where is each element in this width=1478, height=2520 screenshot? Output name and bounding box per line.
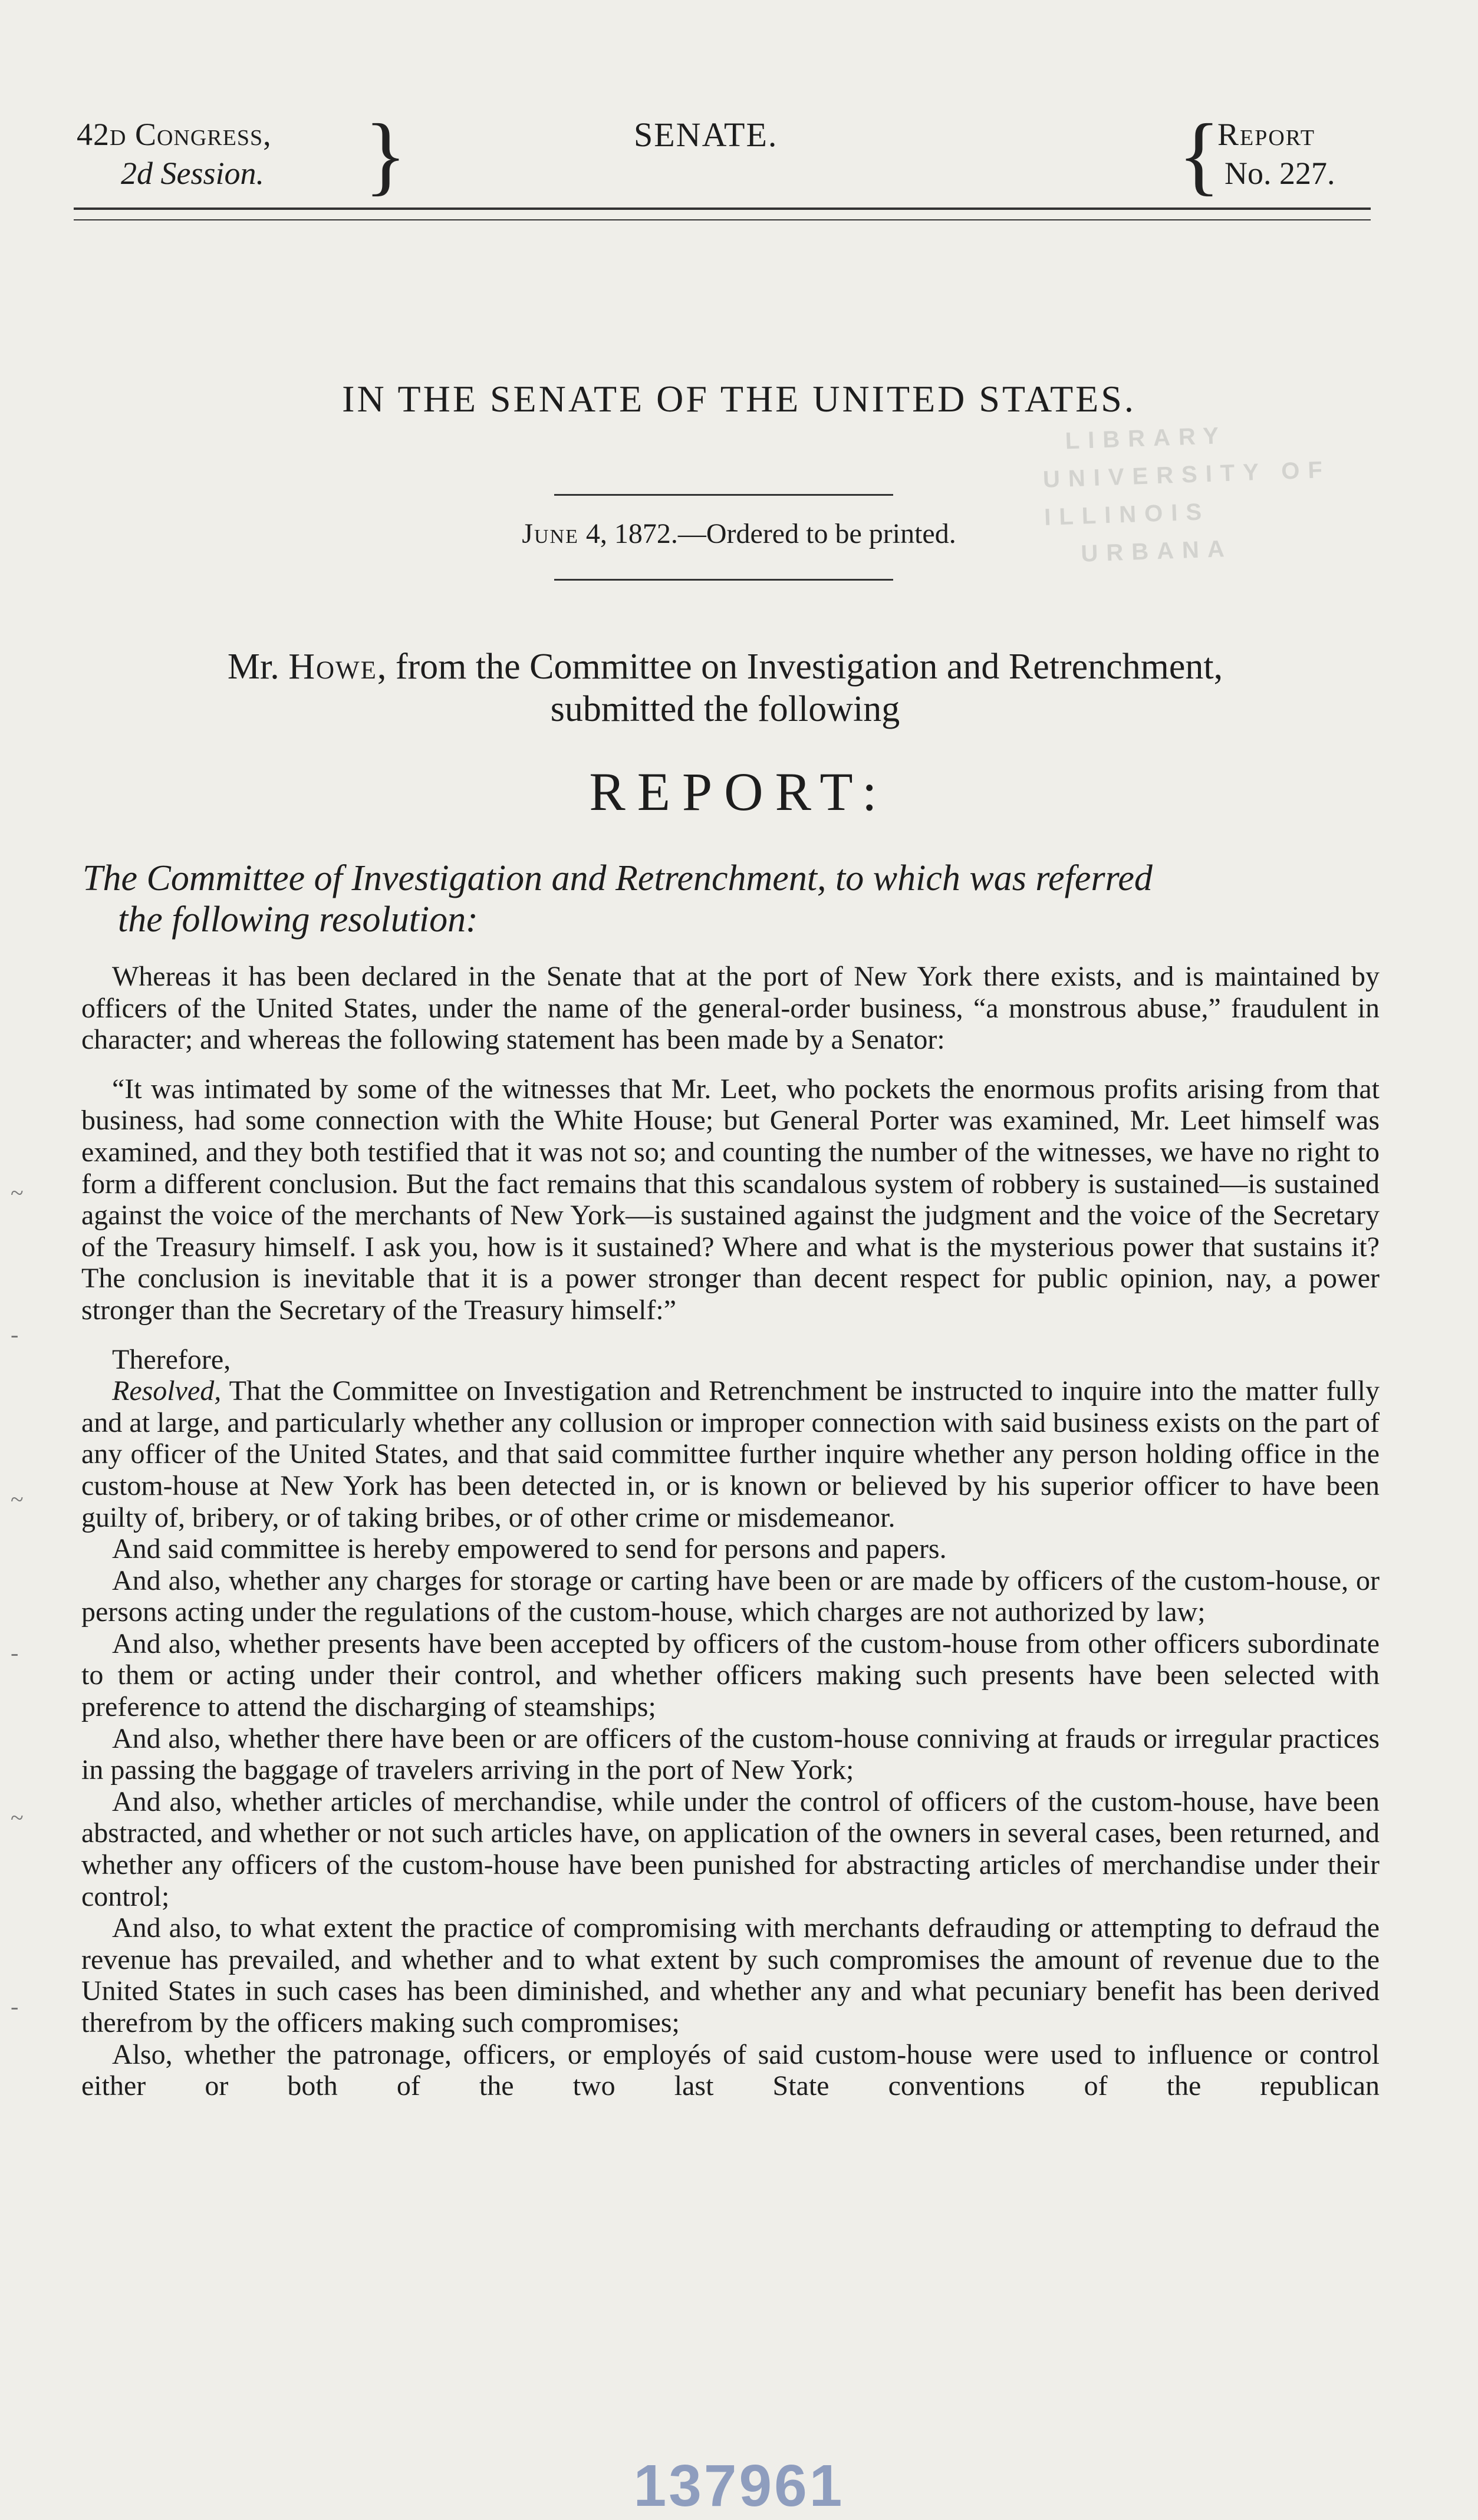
scan-mark: ~ [11,1804,24,1831]
resolution-body [81,961,1380,2102]
paragraph-resolved [81,1375,1380,1533]
intro-line-2: submitted the following [550,689,900,729]
paragraph-whereas: Whereas it has been declared in the Senate that at the port of New York there exists, and is maintained by officers of the United States, under the name of the general-order business, “a monstrous abuse,” fraudulent in character; and whereas the following statement has been made by a Senator: [81,961,1380,1056]
referral-statement [83,858,1380,940]
divider-rule [554,494,893,496]
right-brace: { [1178,106,1220,204]
dateline-month: June [522,518,579,549]
report-number: No. 227. [1224,156,1335,191]
referral-line-2: the following resolution: [118,900,478,940]
senator-name: Howe [288,647,377,687]
paragraph-presents: And also, whether presents have been accepted by officers of the custom-house from other officers subordinate to them or acting under their control, and whether officers making such presents have been selected with preference to attend the discharging of steamships; [81,1628,1380,1723]
scan-mark: ~ [11,1180,24,1206]
accession-stamp: 137961 [633,2453,845,2519]
session-label: 2d Session. [121,156,264,191]
watermark-line: URBANA [1080,535,1233,567]
divider-rule [554,579,893,581]
dateline [0,518,1478,550]
congress-label: 42d Congress, [77,117,272,152]
header-rule-thin [74,219,1371,220]
scan-mark: - [11,1321,19,1348]
paragraph-frauds: And also, whether there have been or are officers of the custom-house conniving at frauds or irregular practices in passing the baggage of travelers arriving in the port of New York; [81,1722,1380,1786]
paragraph-therefore: Therefore, [112,1343,231,1375]
resolved-text: That the Committee on Investigation and Retrenchment be instructed to inquire into the matter fully and at large, and particularly whether any collusion or improper connection with said business exists on the part of any officer of the United States, and that said committee further inquire whether any person holding office in the custom-house at New York has been detected in, or is known or believed by his superior officer to have been guilty of, bribery, or of taking bribes, or of other crime or misdemeanor. [81,1375,1380,1533]
intro-prefix: Mr. [227,647,289,687]
report-heading: REPORT: [589,762,889,822]
dateline-text: 4, 1872.—Ordered to be printed. [578,518,956,549]
paragraph-compromising: And also, to what extent the practice of compromising with merchants defrauding or attempting to defraud the revenue has prevailed, and whether and to what extent by such compromises the amount of revenue due to the United States in such cases has been diminished, and whether any and what pecuniary benefit has been derived therefrom by the officers making such compromises; [81,1912,1380,2038]
paragraph-patronage: Also, whether the patronage, officers, or employés of said custom-house were used to influence or control either or both of the two last State conventions of the republican [81,2038,1380,2102]
watermark-line: UNIVERSITY OF ILLINOIS [1042,456,1331,531]
header-rule-thick [74,207,1371,210]
watermark-line: LIBRARY [1065,422,1227,454]
header-congress-block [77,115,272,193]
submission-intro [77,645,1374,730]
scan-mark: - [11,1639,19,1666]
paragraph-merchandise: And also, whether articles of merchandise, while under the control of officers of the custom-house, have been abstracted, and whether or not such articles have, on application of the owners in several cases, been returned, and whether any officers of the custom-house have been punished for abstracting articles of merchandise under their control; [81,1786,1380,1912]
intro-line-1 [77,645,1374,688]
margin-scan-marks [11,1108,64,2464]
paragraph-quote: “It was intimated by some of the witnesses that Mr. Leet, who pockets the enormous profits arising from that business, had some connection with the White House; but General Porter was examined, Mr. Leet himself was examined, and they both testified that it was not so; and counting the number of the witnesses, we have no right to form a different conclusion. But the fact remains that this scandalous system of robbery is sustained—is sustained against the voice of the merchants of New York—is sustained against the judgment and the voice of the Secretary of the Treasury himself. I ask you, how is it sustained? Where and what is the mysterious power that sustains it? The conclusion is inevitable that it is a power stronger than decent respect for public opinion, nay, a power stronger than the Secretary of the Treasury himself:” [81,1073,1380,1326]
scan-mark: - [11,1993,19,2020]
referral-line-1: The Committee of Investigation and Retrenchment, to which was referred [83,858,1153,898]
paragraph-empowered: And said committee is hereby empowered to send for persons and papers. [112,1533,947,1565]
header-report-block [1217,115,1335,193]
scan-mark: ~ [11,1486,24,1513]
report-label: Report [1217,117,1316,152]
left-brace: } [364,106,407,204]
intro-committee: , from the Committee on Investigation and Retrenchment, [377,647,1223,687]
paragraph-storage: And also, whether any charges for storage or carting have been or are made by officers of the custom-house, or persons acting under the regulations of the custom-house, which charges are not authorized by law; [81,1564,1380,1628]
chamber-label: SENATE. [634,116,778,154]
resolved-word: Resolved, [112,1375,222,1407]
page-title: IN THE SENATE OF THE UNITED STATES. [342,378,1136,420]
